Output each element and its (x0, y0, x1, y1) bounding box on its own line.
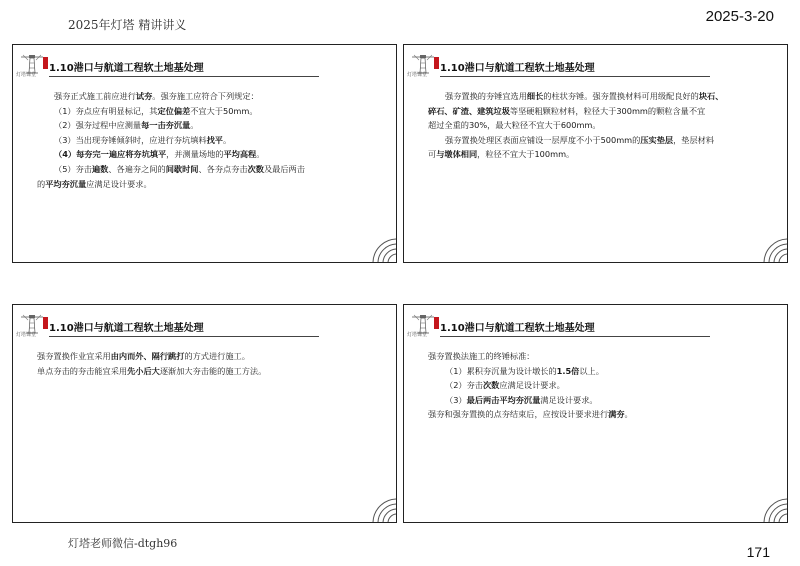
text-run: 及最后两击 (263, 163, 305, 174)
text-line (428, 147, 777, 162)
slide-title: 1.10港口与航道工程软土地基处理 (440, 319, 710, 337)
text-line (37, 133, 386, 148)
text-run: 强夯置换作业宜采用 (37, 351, 111, 361)
text-line (37, 104, 386, 119)
page-number: 171 (746, 544, 770, 560)
text-line (428, 104, 777, 119)
emphasis-text: 平均高程 (223, 149, 257, 160)
slide-title: 1.10港口与航道工程软土地基处理 (49, 319, 319, 337)
emphasis-text: 定位偏差 (157, 105, 191, 116)
text-line (428, 393, 777, 408)
text-run: 、各遍夯之间的 (108, 163, 166, 174)
emphasis-text: 最后两击平均夯沉量 (466, 394, 541, 405)
emphasis-text: 遍数 (91, 163, 109, 174)
logo-caption: 灯塔课堂 (407, 332, 428, 338)
emphasis-text: 平均夯沉量 (45, 178, 87, 189)
text-run: 逐渐加大夯击能的施工方法。 (159, 365, 267, 376)
text-run: 以上。 (579, 365, 604, 376)
text-run: 超过全重的30%，最大粒径不宜大于600mm。 (428, 120, 601, 131)
text-run: 可 (428, 149, 437, 160)
text-run: 强夯正式施工前应进行 (54, 91, 136, 101)
text-line (428, 378, 777, 393)
text-run: 强夯置换处理区表面应铺设一层厚度不小于500mm的 (445, 134, 641, 145)
emphasis-text: 压实垫层 (640, 134, 674, 145)
text-line (37, 118, 386, 133)
text-run: 。 (190, 120, 199, 131)
text-line (37, 177, 386, 192)
emphasis-text: 碎石、矿渣、建筑垃圾 (428, 105, 510, 116)
text-run: （1）夯点应有明显标记，其 (54, 105, 158, 116)
text-line (428, 364, 777, 379)
text-run: （1）累积夯沉量为设计墩长的 (445, 365, 557, 376)
text-run: 不宜大于50mm。 (190, 105, 258, 116)
text-run: 单点夯击的夯击能宜采用 (37, 365, 128, 376)
title-marker (434, 57, 439, 69)
emphasis-text: 每夯完一遍应将夯坑填平 (76, 149, 167, 160)
text-run: ，粒径不宜大于100mm。 (477, 149, 575, 160)
emphasis-text: 与墩体相同 (436, 149, 478, 160)
emphasis-text: 次数 (247, 163, 264, 174)
text-line (428, 118, 777, 133)
text-run: （3）当出现夯锤倾斜时，应进行夯坑填料 (54, 134, 207, 145)
slide-body (428, 89, 777, 162)
text-run: 。强夯施工应符合下列规定： (152, 91, 259, 101)
text-run: 强夯置换法施工的终锤标准： (428, 351, 535, 361)
text-line (37, 364, 386, 379)
slide-body (37, 89, 386, 191)
slide-3 (12, 304, 397, 523)
text-line (428, 133, 777, 148)
emphasis-text: （4） (54, 149, 77, 160)
slide-2 (403, 44, 788, 263)
slide-title: 1.10港口与航道工程软土地基处理 (49, 59, 319, 77)
text-run: 应满足设计要求。 (499, 380, 565, 391)
slide-4 (403, 304, 788, 523)
text-line (428, 407, 777, 422)
slide-title: 1.10港口与航道工程软土地基处理 (440, 59, 710, 77)
logo-caption: 灯塔课堂 (407, 72, 428, 78)
emphasis-text: 块石、 (698, 91, 724, 101)
slide-body (37, 349, 386, 378)
text-run: 的柱状夯锤。强夯置换材料可用级配良好的 (543, 91, 699, 101)
text-line (37, 349, 386, 364)
text-line (428, 349, 777, 364)
slide-body (428, 349, 777, 422)
title-marker (43, 317, 48, 329)
emphasis-text: 1.5倍 (556, 365, 580, 376)
text-run: 。 (256, 149, 265, 160)
text-run: 应满足设计要求。 (86, 178, 152, 189)
text-run: 的 (37, 178, 46, 189)
text-run: 强夯和强夯置换的点夯结束后，应按设计要求进行 (428, 409, 609, 420)
text-line (37, 162, 386, 177)
text-run: ，并测量场地的 (166, 149, 224, 160)
emphasis-text: 先小后大 (127, 365, 160, 376)
text-run: 强夯置换的夯锤宜选用 (445, 91, 527, 101)
text-run: （5）夯击 (54, 163, 92, 174)
emphasis-text: 细长 (526, 91, 544, 101)
text-run: 等坚硬粗颗粒材料，粒径大于300mm的颗粒含量不宜 (509, 105, 706, 116)
emphasis-text: 由内而外、隔行跳打 (110, 351, 185, 361)
text-run: 、各夯点夯击 (198, 163, 248, 174)
text-run: 。 (624, 409, 633, 420)
emphasis-text: 找平 (206, 134, 223, 145)
text-line (37, 89, 386, 104)
title-marker (434, 317, 439, 329)
emphasis-text: 次数 (482, 380, 500, 391)
teacher-contact: 灯塔老师微信-dtgh96 (68, 537, 178, 550)
text-run: （2）夯击 (445, 380, 483, 391)
title-marker (43, 57, 48, 69)
handout-date: 2025-3-20 (705, 8, 774, 25)
emphasis-text: 满夯 (608, 409, 625, 420)
logo-caption: 灯塔课堂 (16, 332, 37, 338)
emphasis-text: 间歇时间 (165, 163, 199, 174)
text-run: （2）强夯过程中应测量 (54, 120, 142, 131)
text-run: （3） (445, 394, 467, 405)
text-run: 。 (222, 134, 232, 145)
logo-caption: 灯塔课堂 (16, 72, 37, 78)
emphasis-text: 试夯 (135, 91, 153, 101)
text-run: ，垫层材料 (673, 134, 715, 145)
text-run: 的方式进行施工。 (184, 351, 250, 361)
text-line (428, 89, 777, 104)
text-run: 满足设计要求。 (540, 394, 598, 405)
text-line (37, 147, 386, 162)
emphasis-text: 每一击夯沉量 (141, 120, 191, 131)
handout-title: 2025年灯塔 精讲讲义 (68, 18, 187, 32)
slide-1 (12, 44, 397, 263)
